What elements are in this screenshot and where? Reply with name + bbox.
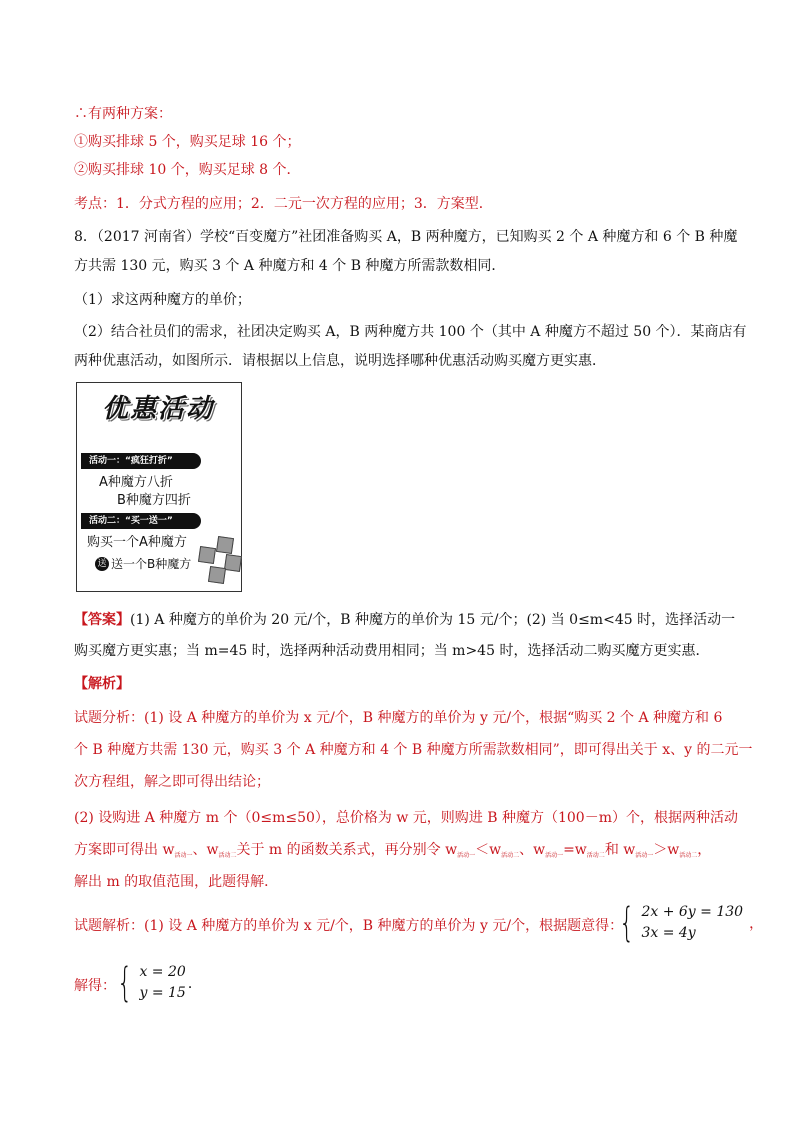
text-fragment: 和 w <box>604 842 636 858</box>
equation: 2x + 6y = 130 <box>641 904 744 920</box>
text-fragment: ＜w <box>475 842 502 858</box>
answer-line-2: 购买魔方更实惠；当 m=45 时，选择两种活动费用相同；当 m>45 时，选择活动二购买魔方更实惠． <box>74 643 710 659</box>
solution-conclusion: ∴有两种方案： <box>74 106 172 122</box>
subscript: 活动一 <box>174 852 193 859</box>
brace-icon: { <box>619 900 635 946</box>
equation: y = 15 <box>139 985 186 1001</box>
analysis-part-1-line-2: 个 B 种魔方共需 130 元，购买 3 个 A 种魔方和 4 个 B 种魔方所需款数相同”，即可得出关于 x、y 的二元一 <box>74 742 753 758</box>
text-fragment: ， <box>697 842 712 858</box>
text-fragment: 关于 m 的函数关系式，再分别令 w <box>236 842 458 858</box>
answer-tag: 【答案】 <box>74 612 130 628</box>
subscript: 活动二 <box>586 852 605 859</box>
answer-text-1: (1) A 种魔方的单价为 20 元/个，B 种魔方的单价为 15 元/个；(2) 当 0≤m<45 时，选择活动一 <box>130 612 736 628</box>
promotion-figure <box>76 382 242 592</box>
equation: 3x = 4y <box>641 925 696 941</box>
solution-result-label: 解得： <box>74 978 116 994</box>
plan-two: ②购买排球 10 个，购买足球 8 个． <box>74 162 301 178</box>
magic-cube-icon <box>198 546 216 564</box>
analysis-tag: 【解析】 <box>74 676 130 692</box>
question-8-part-2-line-2: 两种优惠活动，如图所示．请根据以上信息，说明选择哪种优惠活动购买魔方更实惠． <box>74 353 606 369</box>
equation-system-1 <box>614 902 763 944</box>
knowledge-points: 考点：1．分式方程的应用；2．二元一次方程的应用；3．方案型． <box>74 196 493 212</box>
answer-line-1 <box>74 610 735 630</box>
subscript: 活动一 <box>635 852 654 859</box>
text-fragment: ＞w <box>653 842 680 858</box>
question-8-part-2-line-1: （2）结合社员们的需求，社团决定购买 A，B 两种魔方共 100 个（其中 A 种魔方不超过 50 个）．某商店有 <box>74 324 747 340</box>
subscript: 活动二 <box>679 852 698 859</box>
promo-activity-two-band: 活动二：“买一送一” <box>81 513 201 529</box>
question-8-line-1: 8．（2017 河南省）学校“百变魔方”社团准备购买 A，B 两种魔方，已知购买 2 个 A 种魔方和 6 个 B 种魔 <box>74 229 738 245</box>
analysis-part-1-line-1: 试题分析：(1) 设 A 种魔方的单价为 x 元/个，B 种魔方的单价为 y 元/个，根据“购买 2 个 A 种魔方和 6 <box>74 710 723 726</box>
brace-icon: { <box>117 960 133 1006</box>
promo-title: 优惠活动 <box>101 394 214 424</box>
promo-activity-one-band: 活动一：“疯狂打折” <box>81 453 201 469</box>
question-8-part-1: （1）求这两种魔方的单价； <box>74 292 251 308</box>
subscript: 活动一 <box>545 852 564 859</box>
promo-activity-one-line-2: B种魔方四折 <box>117 493 191 508</box>
promo-activity-two-line-2: 送一个B种魔方 <box>111 557 192 571</box>
solution-part-1-line: 试题解析：(1) 设 A 种魔方的单价为 x 元/个，B 种魔方的单价为 y 元/个，根据题意得： <box>74 918 624 934</box>
analysis-part-2-line-1: (2) 设购进 A 种魔方 m 个（0≤m≤50），总价格为 w 元，则购进 B 种魔方（100－m）个，根据两种活动 <box>74 810 738 826</box>
trailing-period: ． <box>187 976 202 992</box>
analysis-part-2-line-3: 解出 m 的取值范围，此题得解． <box>74 874 279 890</box>
text-fragment: 方案即可得出 w <box>74 842 175 858</box>
equation-system-2 <box>112 962 202 1004</box>
trailing-comma: ， <box>749 916 764 932</box>
magic-cube-icon <box>208 566 226 584</box>
promo-activity-one-line-1: A种魔方八折 <box>99 475 173 490</box>
magic-cube-icon <box>224 554 242 572</box>
subscript: 活动一 <box>457 852 476 859</box>
text-fragment: 、w <box>192 842 219 858</box>
promo-gift-badge: 送 <box>95 557 109 571</box>
question-8-line-2: 方共需 130 元，购买 3 个 A 种魔方和 4 个 B 种魔方所需款数相同． <box>74 258 506 274</box>
promo-activity-two-line-1: 购买一个A种魔方 <box>87 535 187 550</box>
magic-cube-icon <box>216 536 234 554</box>
analysis-part-2-line-2 <box>74 840 711 866</box>
subscript: 活动二 <box>218 852 237 859</box>
subscript: 活动二 <box>501 852 520 859</box>
equation: x = 20 <box>139 964 186 980</box>
text-fragment: =w <box>563 842 587 858</box>
plan-one: ①购买排球 5 个，购买足球 16 个； <box>74 134 301 150</box>
text-fragment: 、w <box>519 842 546 858</box>
analysis-part-1-line-3: 次方程组，解之即可得出结论； <box>74 774 270 790</box>
